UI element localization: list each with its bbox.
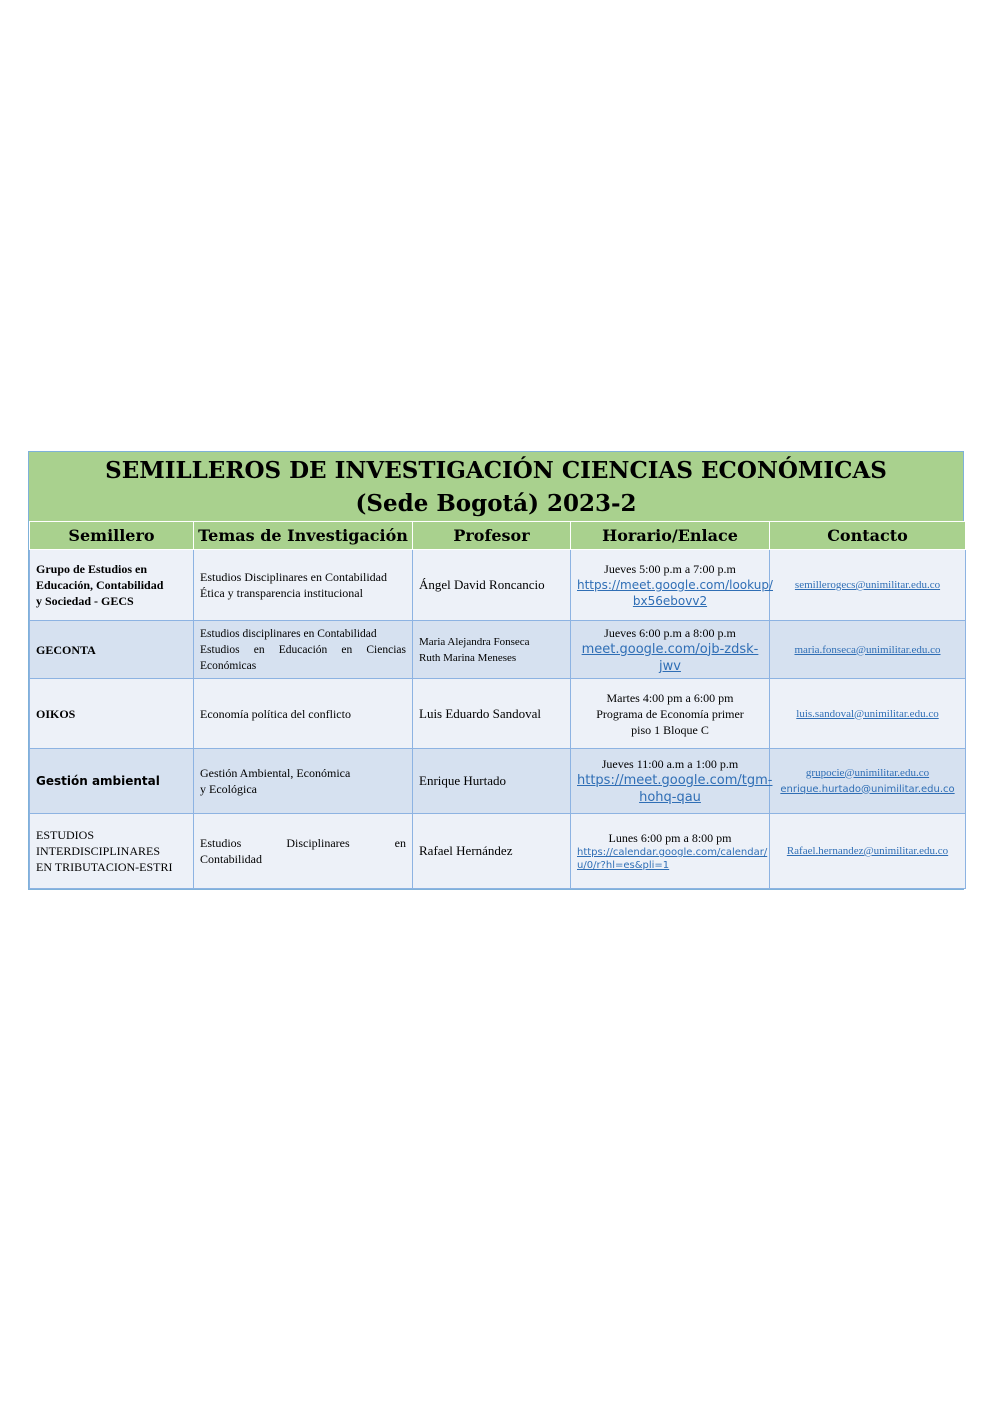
page-subtitle: (Sede Bogotá) 2023-2 [355,490,637,517]
header-semillero: Semillero [30,522,194,550]
header-temas: Temas de Investigación [194,522,413,550]
semillero-cell: Grupo de Estudios en Educación, Contabilidad y Sociedad - GECS [30,550,194,621]
temas-cell: Estudios Disciplinares en Contabilidad Ética y transparencia institucional [194,550,413,621]
email-link[interactable]: semillerogecs@unimilitar.edu.co [794,579,941,591]
header-contacto: Contacto [770,522,966,550]
profesor-cell: Luis Eduardo Sandoval [413,679,571,749]
contacto-cell [770,749,966,814]
table-row [30,550,966,621]
contacto-cell [770,621,966,679]
horario-cell: Jueves 6:00 p.m a 8:00 p.m meet.google.com/ojb-zdsk- jwv [571,621,770,679]
semillero-cell: GECONTA [30,621,194,679]
horario-cell: Jueves 11:00 a.m a 1:00 p.m https://meet.google.com/tgm- hohq-qau [571,749,770,814]
email-link[interactable]: Rafael.hernandez@unimilitar.edu.co [786,845,949,857]
table-row [30,679,966,749]
contacto-cell [770,679,966,749]
contacto-cell [770,550,966,621]
email-link[interactable]: maria.fonseca@unimilitar.edu.co [794,643,941,656]
header-profesor: Profesor [413,522,571,550]
profesor-cell: Rafael Hernández [413,814,571,889]
contacto-cell [770,814,966,889]
header-horario: Horario/Enlace [571,522,770,550]
email-link[interactable]: grupocie@unimilitar.edu.co [805,766,930,779]
page-title: SEMILLEROS DE INVESTIGACIÓN CIENCIAS ECONÓMICAS [105,457,887,484]
title-band [29,452,963,521]
semillero-cell: Gestión ambiental [30,749,194,814]
table-row [30,749,966,814]
profesor-cell: Ángel David Roncancio [413,550,571,621]
profesor-cell: Maria Alejandra Fonseca Ruth Marina Meneses [413,621,571,679]
table-row [30,621,966,679]
semilleros-table [29,521,966,889]
temas-cell: Economía política del conflicto [194,679,413,749]
table-row [30,814,966,889]
profesor-cell: Enrique Hurtado [413,749,571,814]
email-link-secondary[interactable]: enrique.hurtado@unimilitar.edu.co [780,783,955,795]
temas-cell: Estudios Disciplinares en Contabilidad [194,814,413,889]
calendar-link[interactable]: https://calendar.google.com/calendar/ u/0/r?hl=es&pli=1 [577,847,768,871]
horario-cell: Lunes 6:00 pm a 8:00 pm https://calendar.google.com/calendar/ u/0/r?hl=es&pli=1 [571,814,770,889]
horario-cell: Martes 4:00 pm a 6:00 pm Programa de Economía primer piso 1 Bloque C [571,679,770,749]
temas-cell: Estudios disciplinares en Contabilidad Estudios en Educación en Ciencias Económicas [194,621,413,679]
semilleros-sheet [28,451,964,890]
meeting-link[interactable]: https://meet.google.com/lookup/ bx56ebovv2 [577,578,773,608]
table-header-row [30,522,966,550]
meeting-link[interactable]: meet.google.com/ojb-zdsk- jwv [581,641,759,674]
semillero-cell: ESTUDIOS INTERDISCIPLINARES EN TRIBUTACION-ESTRI [30,814,194,889]
horario-cell: Jueves 5:00 p.m a 7:00 p.m https://meet.google.com/lookup/ bx56ebovv2 [571,550,770,621]
email-link[interactable]: luis.sandoval@unimilitar.edu.co [796,707,939,720]
meeting-link[interactable]: https://meet.google.com/tgm- hohq-qau [577,773,773,805]
semillero-cell: OIKOS [30,679,194,749]
temas-cell: Gestión Ambiental, Económica y Ecológica [194,749,413,814]
